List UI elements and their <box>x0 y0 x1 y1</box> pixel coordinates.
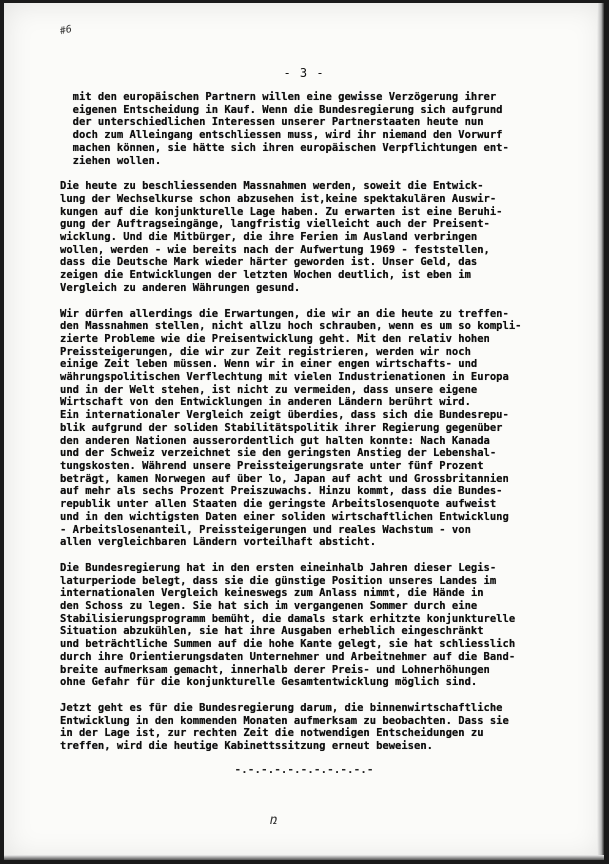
text-line: republik unter allen Staaten die geringste Arbeitslosenquote aufweist <box>60 498 497 511</box>
text-line: und beträchtliche Summen auf die hohe Kante gelegt, sie hat schliesslich <box>60 638 516 651</box>
text-line: eigenen Entscheidung in Kauf. Wenn die Bundesregierung sich aufgrund <box>60 103 503 116</box>
scan-edge-right <box>597 3 604 860</box>
paragraph-1 <box>60 91 580 167</box>
text-line: Die heute zu beschliessenden Massnahmen werden, soweit die Entwick- <box>60 180 484 193</box>
paragraph-2 <box>60 180 580 294</box>
text-line: zeigen die Entwicklungen der letzten Wochen deutlich, ist eben im <box>60 269 471 282</box>
end-separator: -.-.-.-.-.-.-.-.-.-.- <box>234 763 374 776</box>
text-line: den Schoss zu legen. Sie hat sich im vergangenen Sommer durch eine <box>60 600 478 613</box>
text-line: beträgt, kamen Norwegen auf über lo, Japan auf acht und Grossbritannien <box>60 472 509 485</box>
text-line: - Arbeitslosenanteil, Preissteigerungen und reales Wachstum - von <box>60 523 471 536</box>
text-line: Preissteigerungen, die wir zur Zeit registrieren, werden wir noch <box>60 345 471 358</box>
footer-handwritten-mark: ռ <box>270 813 278 828</box>
text-line: machen können, sie hätte sich ihren europäischen Verpflichtungen ent- <box>60 141 509 154</box>
text-line: Jetzt geht es für die Bundesregierung darum, die binnenwirtschaftliche <box>60 701 503 714</box>
text-line: wicklung. Und die Mitbürger, die ihre Ferien im Ausland verbringen <box>60 231 478 244</box>
text-line: den Massnahmen stellen, nicht allzu hoch schrauben, wenn es um so kompli- <box>60 320 522 333</box>
corner-handwritten-mark: #6 <box>58 23 74 38</box>
text-line: Die Bundesregierung hat in den ersten eineinhalb Jahren dieser Legis- <box>60 561 497 574</box>
text-line: wollen, werden - wie bereits nach der Aufwertung 1969 - feststellen, <box>60 243 490 256</box>
text-line: der unterschiedlichen Interessen unserer Partnerstaaten heute nun <box>60 116 484 129</box>
text-line: tungskosten. Während unsere Preissteigerungsrate unter fünf Prozent <box>60 459 484 472</box>
text-line: ohne Gefahr für die konjunkturelle Gesamtentwicklung möglich sind. <box>60 676 478 689</box>
text-line: allen vergleichbaren Ländern vorteilhaft absticht. <box>60 536 377 549</box>
text-line: Ein internationaler Vergleich zeigt überdies, dass sich die Bundesrepu- <box>60 409 509 422</box>
text-line: währungspolitischen Verflechtung mit vielen Industrienationen in Europa <box>60 371 509 384</box>
paragraph-3 <box>60 308 580 549</box>
text-line: den anderen Nationen ausserordentlich gut halten konnte: Nach Kanada <box>60 434 490 447</box>
text-line: und der Schweiz verzeichnet sie den geringsten Anstieg der Lebenshal- <box>60 447 497 460</box>
text-line: blik aufgrund der soliden Stabilitätspolitik ihrer Regierung gegenüber <box>60 421 503 434</box>
text-line: dass die Deutsche Mark wieder härter geworden ist. Unser Geld, das <box>60 256 478 269</box>
text-line: auf mehr als sechs Prozent Preiszuwachs. Hinzu kommt, dass die Bundes- <box>60 485 503 498</box>
text-line: in der Lage ist, zur rechten Zeit die notwendigen Entscheidungen zu <box>60 727 484 740</box>
text-line: und in der Welt stehen, ist nicht zu vermeiden, dass unsere eigene <box>60 383 478 396</box>
text-line: und in den wichtigsten Daten einer soliden wirtschaftlichen Entwicklung <box>60 510 509 523</box>
text-line: durch ihre Orientierungsdaten Unternehmer und Arbeitnehmer auf die Band- <box>60 650 516 663</box>
text-line: internationalen Vergleich keineswegs zum Anlass nimmt, die Hände in <box>60 587 484 600</box>
document-page <box>4 3 604 860</box>
text-line: Vergleich zu anderen Währungen gesund. <box>60 281 301 294</box>
text-line: Wirtschaft von den Entwicklungen in anderen Ländern berührt wird. <box>60 396 471 409</box>
page-number: - 3 - <box>283 66 325 80</box>
document-body <box>60 91 580 766</box>
text-line: kungen auf die konjunkturelle Lage haben. Zu erwarten ist eine Beruhi- <box>60 205 503 218</box>
text-line: treffen, wird die heutige Kabinettssitzung erneut beweisen. <box>60 740 433 753</box>
text-line: ziehen wollen. <box>60 154 162 167</box>
text-line: Wir dürfen allerdings die Erwartungen, die wir an die heute zu treffen- <box>60 307 509 320</box>
text-line: Entwicklung in den kommenden Monaten aufmerksam zu beobachten. Dass sie <box>60 714 509 727</box>
text-line: Stabilisierungsprogramm bemüht, die damals stark erhitzte konjunkturelle <box>60 612 516 625</box>
text-line: doch zum Alleingang entschliessen muss, wird ihr niemand den Vorwurf <box>60 129 503 142</box>
text-line: lung der Wechselkurse schon abzusehen ist,keine spektakulären Auswir- <box>60 192 497 205</box>
text-line: gung der Auftragseingänge, langfristig vielleicht auch der Preisent- <box>60 218 490 231</box>
text-line: mit den europäischen Partnern willen eine gewisse Verzögerung ihrer <box>60 91 497 103</box>
text-line: laturperiode belegt, dass sie die günstige Position unseres Landes im <box>60 574 497 587</box>
paragraph-4 <box>60 562 580 689</box>
paragraph-5 <box>60 702 580 753</box>
text-line: zierte Probleme wie die Preisentwicklung geht. Mit den relativ hohen <box>60 332 490 345</box>
scan-edge-bottom <box>4 855 604 860</box>
text-line: einige Zeit leben müssen. Wenn wir in einer engen wirtschafts- und <box>60 358 478 371</box>
text-line: breite aufmerksam gemacht, innerhalb derer Preis- und Lohnerhöhungen <box>60 663 490 676</box>
text-line: Situation abzukühlen, sie hat ihre Ausgaben erheblich eingeschränkt <box>60 625 484 638</box>
